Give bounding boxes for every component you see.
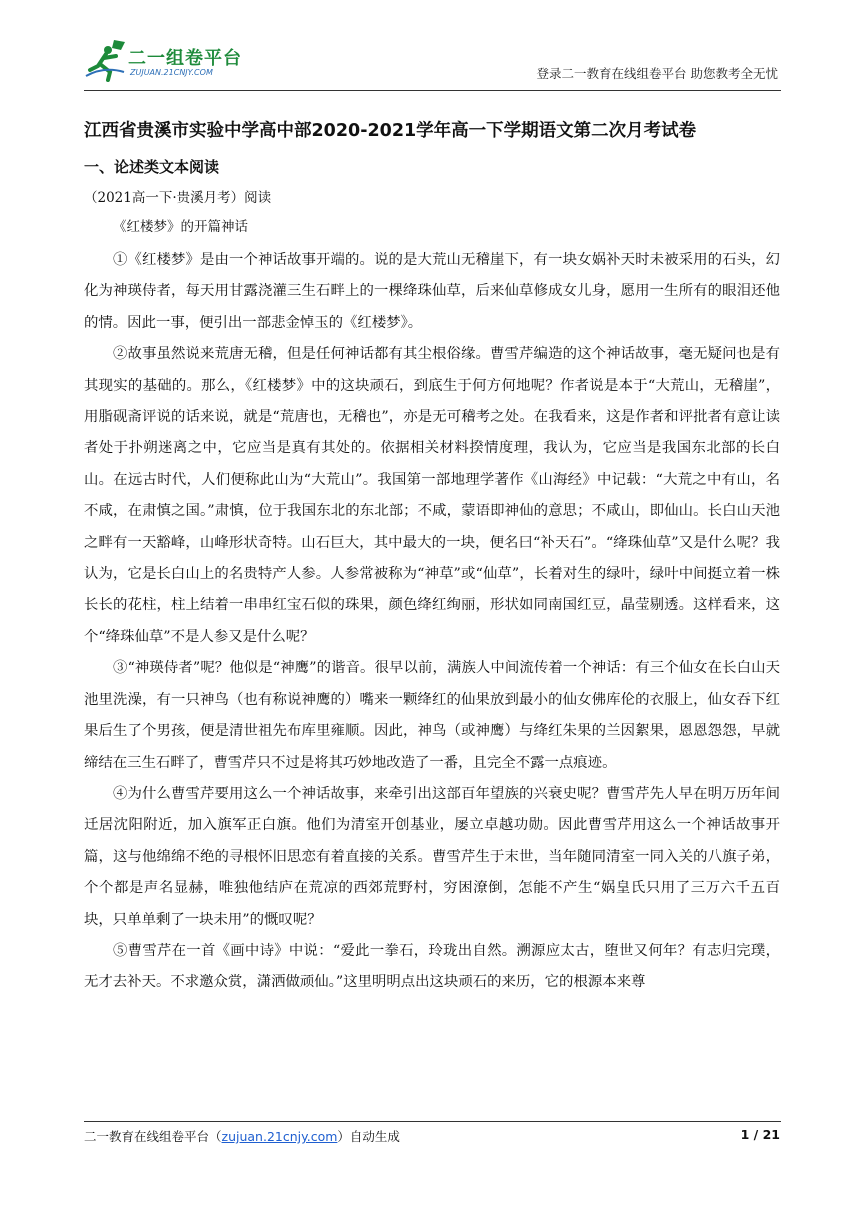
paragraph-3: ③“神瑛侍者”呢？他似是“神鹰”的谐音。很早以前，满族人中间流传着一个神话：有三个仙女在长白山天池里洗澡，有一只神鸟（也有称说神鹰的）嘴来一颗绛红的仙果放到最小的仙女佛库伦的衣服上，仙女吞下红果后生了个男孩，便是清世祖先布库里雍顺。因此，神鸟（或神鹰）与绛红朱果的兰因絮果，恩恩怨怨，早就缔结在三生石畔了，曹雪芹只不过是将其巧妙地改造了一番，且完全不露一点痕迹。	[84, 660, 780, 771]
page-title: 江西省贵溪市实验中学高中部2020-2021学年高一下学期语文第二次月考试卷	[84, 121, 697, 141]
passage-body	[84, 245, 780, 999]
page-footer	[84, 1127, 400, 1145]
footer-divider	[84, 1121, 781, 1122]
page-header	[84, 36, 780, 86]
passage-title: 《红楼梦》的开篇神话	[113, 219, 248, 235]
footer-link[interactable]: zujuan.21cnjy.com	[221, 1129, 338, 1144]
logo-url: ZUJUAN.21CNJY.COM	[130, 68, 213, 77]
logo[interactable]	[84, 36, 284, 86]
footer-text-after: ）自动生成	[337, 1129, 400, 1144]
header-divider	[84, 90, 781, 91]
section-heading: 一、论述类文本阅读	[84, 158, 220, 176]
logo-name: 二一组卷平台	[128, 48, 242, 69]
paragraph-5: ⑤曹雪芹在一首《画中诗》中说：“爱此一拳石，玲珑出自然。溯源应太古，堕世又何年？有志归完璞，无才去补天。不求邀众赏，潇洒做顽仙。”这里明明点出这块顽石的来历，它的根源本来尊	[84, 942, 780, 991]
page-number: 1 / 21	[740, 1127, 780, 1142]
runner-logo-icon	[84, 36, 128, 82]
paragraph-1: ①《红楼梦》是由一个神话故事开端的。说的是大荒山无稽崖下，有一块女娲补天时未被采用的石头，幻化为神瑛侍者，每天用甘露浇灌三生石畔上的一棵绛珠仙草，后来仙草修成女儿身，愿用一生所有的眼泪还他的情。因此一事，便引出一部悲金悼玉的《红楼梦》。	[84, 252, 780, 331]
footer-text-before: 二一教育在线组卷平台（	[84, 1129, 222, 1144]
header-slogan: 登录二一教育在线组卷平台 助您教考全无忧	[536, 66, 778, 81]
paragraph-2: ②故事虽然说来荒唐无稽，但是任何神话都有其尘根俗缘。曹雪芹编造的这个神话故事，毫无疑问也是有其现实的基础的。那么，《红楼梦》中的这块顽石，到底生于何方何地呢？作者说是本于“大荒山，无稽崖”，用脂砚斋评说的话来说，就是“荒唐也，无稽也”，亦是无可稽考之处。在我看来，这是作者和评批者有意让读者处于扑朔迷离之中，它应当是真有其处的。依据相关材料揆情度理，我认为，它应当是我国东北部的长白山。在远古时代，人们便称此山为“大荒山”。我国第一部地理学著作《山海经》中记载：“大荒之中有山，名不咸，在肃慎之国。”肃慎，位于我国东北的东北部；不咸，蒙语即神仙的意思；不咸山，即仙山。长白山天池之畔有一天豁峰，山峰形状奇特。山石巨大，其中最大的一块，便名曰“补天石”。“绛珠仙草”又是什么呢？我认为，它是长白山上的名贵特产人参。人参常被称为“神草”或“仙草”，长着对生的绿叶，绿叶中间挺立着一株长长的花柱，柱上结着一串串红宝石似的珠果，颜色绛红绚丽，形状如同南国红豆，晶莹剔透。这样看来，这个“绛珠仙草”不是人参又是什么呢？	[84, 346, 780, 645]
paragraph-4: ④为什么曹雪芹要用这么一个神话故事，来牵引出这部百年望族的兴衰史呢？曹雪芹先人早在明万历年间迁居沈阳附近，加入旗军正白旗。他们为清室开创基业，屡立卓越功勋。因此曹雪芹用这么一个神话故事开篇，这与他绵绵不绝的寻根怀旧思恋有着直接的关系。曹雪芹生于末世，当年随同清室一同入关的八旗子弟，个个都是声名显赫，唯独他结庐在荒凉的西郊荒野村，穷困潦倒，怎能不产生“娲皇氏只用了三万六千五百块，只单单剩了一块未用”的慨叹呢？	[84, 785, 780, 928]
question-source: （2021高一下·贵溪月考）阅读	[84, 190, 272, 206]
